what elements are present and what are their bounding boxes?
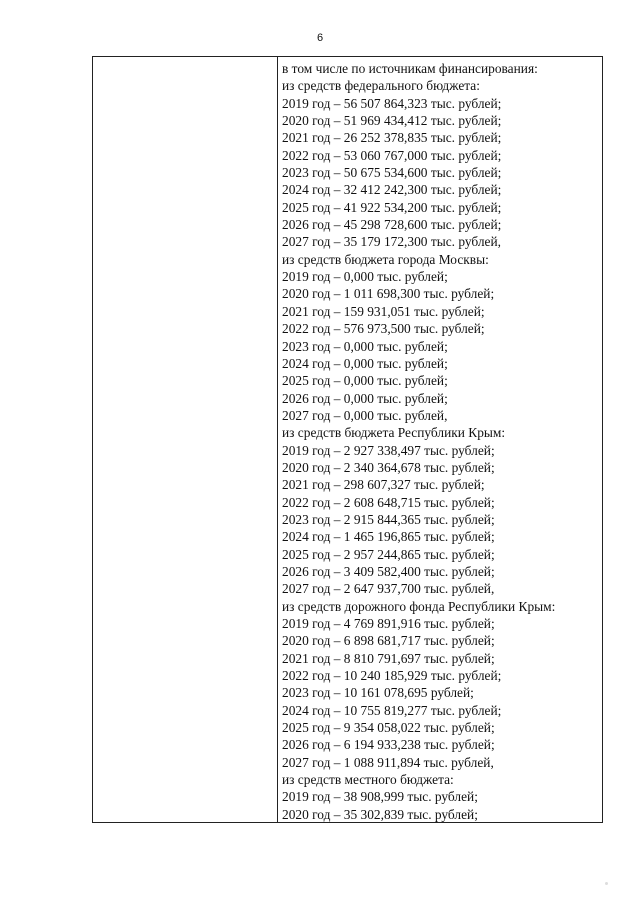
funding-line: из средств местного бюджета: xyxy=(282,772,454,788)
funding-line: 2020 год – 35 302,839 тыс. рублей; xyxy=(282,806,478,822)
funding-line: 2019 год – 4 769 891,916 тыс. рублей; xyxy=(282,616,495,631)
funding-line: 2027 год – 2 647 937,700 тыс. рублей, xyxy=(282,581,495,597)
funding-line: 2019 год – 56 507 864,323 тыс. рублей; xyxy=(282,95,502,111)
funding-line: 2020 год – 1 011 698,300 тыс. рублей; xyxy=(282,286,495,302)
funding-line: 2023 год – 2 915 844,365 тыс. рублей; xyxy=(282,511,495,527)
funding-line: из средств бюджета Республики Крым: xyxy=(282,425,506,441)
funding-line: 2023 год – 10 161 078,695 рублей; xyxy=(282,685,474,701)
funding-line: 2025 год – 0,000 тыс. рублей; xyxy=(282,373,448,389)
funding-line: 2022 год – 576 973,500 тыс. рублей; xyxy=(282,321,485,337)
funding-line: 2023 год – 0,000 тыс. рублей; xyxy=(282,338,448,354)
funding-line: 2027 год – 0,000 тыс. рублей, xyxy=(282,407,448,423)
funding-line: 2020 год – 51 969 434,412 тыс. рублей; xyxy=(282,113,502,129)
funding-line: 2020 год – 2 340 364,678 тыс. рублей; xyxy=(282,459,495,475)
funding-line: из средств дорожного фонда Республики Крым: xyxy=(282,598,556,614)
funding-line: из средств федерального бюджета: xyxy=(282,78,480,94)
funding-line: 2024 год – 10 755 819,277 тыс. рублей; xyxy=(282,702,502,718)
funding-line: 2021 год – 298 607,327 тыс. рублей; xyxy=(282,477,485,493)
funding-line: 2027 год – 1 088 911,894 тыс. рублей, xyxy=(282,754,494,770)
funding-line: 2025 год – 41 922 534,200 тыс. рублей; xyxy=(282,199,502,215)
funding-line: 2024 год – 1 465 196,865 тыс. рублей; xyxy=(282,529,495,545)
funding-line: 2025 год – 9 354 058,022 тыс. рублей; xyxy=(282,720,495,736)
funding-line: 2027 год – 35 179 172,300 тыс. рублей, xyxy=(282,234,501,250)
funding-table xyxy=(92,56,603,823)
funding-line: 2026 год – 45 298 728,600 тыс. рублей; xyxy=(282,217,502,233)
funding-line: 2021 год – 159 931,051 тыс. рублей; xyxy=(282,303,485,319)
funding-line: 2026 год – 3 409 582,400 тыс. рублей; xyxy=(282,563,495,579)
funding-line: 2019 год – 38 908,999 тыс. рублей; xyxy=(282,789,478,805)
funding-line: 2019 год – 0,000 тыс. рублей; xyxy=(282,269,448,285)
page-number: 6 xyxy=(316,32,324,44)
funding-line: 2024 год – 32 412 242,300 тыс. рублей; xyxy=(282,182,502,198)
funding-line: 2020 год – 6 898 681,717 тыс. рублей; xyxy=(282,633,495,649)
table-right-cell xyxy=(278,57,602,822)
scan-speck xyxy=(605,882,608,885)
table-left-cell xyxy=(93,57,278,822)
funding-line: 2021 год – 8 810 791,697 тыс. рублей; xyxy=(282,650,495,666)
funding-line: в том числе по источникам финансирования: xyxy=(282,61,538,76)
funding-line: из средств бюджета города Москвы: xyxy=(282,251,489,267)
funding-line: 2026 год – 0,000 тыс. рублей; xyxy=(282,390,448,406)
funding-line: 2024 год – 0,000 тыс. рублей; xyxy=(282,355,448,371)
funding-line: 2023 год – 50 675 534,600 тыс. рублей; xyxy=(282,165,502,181)
funding-line: 2021 год – 26 252 378,835 тыс. рублей; xyxy=(282,130,502,146)
funding-line: 2022 год – 10 240 185,929 тыс. рублей; xyxy=(282,668,502,684)
funding-line: 2025 год – 2 957 244,865 тыс. рублей; xyxy=(282,546,495,562)
funding-line: 2022 год – 53 060 767,000 тыс. рублей; xyxy=(282,147,502,163)
funding-line: 2022 год – 2 608 648,715 тыс. рублей; xyxy=(282,494,495,510)
funding-line: 2026 год – 6 194 933,238 тыс. рублей; xyxy=(282,737,495,753)
funding-line: 2019 год – 2 927 338,497 тыс. рублей; xyxy=(282,442,495,458)
